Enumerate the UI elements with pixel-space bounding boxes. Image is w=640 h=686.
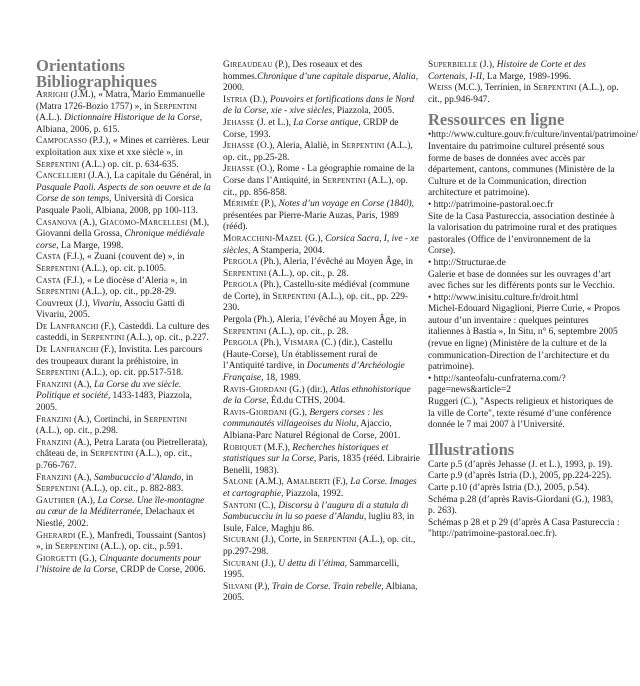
bibliography-entry — [223, 408, 420, 443]
entry-text: Jehasse — [223, 117, 255, 128]
entry-text: Ajaccio, Albiana-Parc Naturel Régional de Corse, 2001. — [223, 419, 401, 441]
entry-text: Serpentini — [223, 326, 267, 337]
entry-text: Cinquante documents pour l’histoire de la Corse, — [36, 553, 201, 576]
bibliography-entry — [428, 293, 620, 305]
entry-text: (P.), — [252, 581, 272, 592]
entry-text: (D.), — [247, 94, 270, 105]
entry-text: (Ph.), Aleria, l’évêché au Moyen Âge, in — [258, 257, 413, 268]
entry-text: Vivariu, — [92, 298, 123, 309]
entry-text: Robiquet — [223, 442, 262, 453]
bibliography-entry — [223, 164, 420, 199]
bibliography-entry — [428, 200, 620, 212]
entry-text: Serpentini — [36, 263, 80, 274]
entry-text: Giorgetti — [36, 553, 77, 564]
bibliography-list-2 — [223, 60, 420, 605]
online-resources-list — [428, 130, 639, 431]
entry-text: Giacomo-Marcellesi — [99, 217, 188, 228]
entry-text: De Lanfranchi — [36, 321, 99, 332]
entry-text: (A.L.), op. cit., p.766-767. — [36, 449, 193, 471]
entry-text: Piazzola, 2005. — [334, 106, 395, 117]
entry-text: (F.), Casteddi. La culture des casteddi, in — [36, 321, 210, 344]
entry-text: lugliu 83, in Isule, Falce, Maghju 86. — [223, 512, 415, 534]
entry-text: Schéma p.28 (d’après Ravis-Giordani (G.), 1983, p. 263). — [428, 494, 614, 517]
entry-text: Associu Gatti di Vivariu, 2005. — [36, 298, 185, 321]
bibliography-entry — [223, 234, 420, 257]
bibliography-entry — [428, 60, 620, 83]
entry-text: Silvani — [223, 581, 253, 592]
section-title-illustrations: Illustrations — [428, 439, 515, 459]
bibliography-entry — [223, 582, 420, 605]
entry-text: Serpentini — [90, 449, 134, 460]
bibliography-list-1 — [36, 90, 212, 577]
entry-text: La Marge, 1998. — [58, 240, 124, 251]
entry-text: (J. et L.), — [254, 117, 294, 128]
entry-text: Piazzola, 1992. — [283, 488, 344, 499]
entry-text: Serpentini — [143, 414, 188, 425]
entry-text: Inventaire du patrimoine culturel présenté sous forme de bases de données avec accès par département, cantons, communes (Ministère de la Culture et de la Communication, direction architecture et patrimoine). — [428, 141, 615, 199]
entry-text: Casta — [36, 252, 61, 263]
entry-text: Chronique d’une capitale disparue, Alalia, — [257, 71, 419, 82]
entry-text: Carte p.10 (d’après Istria (D.), 2005, p.54). — [428, 483, 590, 493]
entry-text: De Lanfranchi — [36, 345, 99, 356]
entry-text: (A.L.), op. cit., pp.297-298. — [223, 535, 416, 557]
entry-text: Recherches historiques et statistiques sur la Corse, — [223, 442, 389, 465]
bibliography-entry — [223, 60, 420, 95]
entry-text: (A.L.), op. cit. p.1005. — [79, 263, 167, 274]
entry-text: (J.), — [258, 558, 279, 569]
entry-text: A Stamperia, 2004. — [250, 245, 325, 256]
entry-text: Albiana, 2005. — [223, 581, 418, 604]
entry-text: Casanova — [36, 217, 78, 228]
bibliography-entry — [36, 438, 212, 473]
bibliography-entry — [36, 554, 212, 577]
bibliography-entry — [428, 460, 620, 472]
entry-text: •http://www.culture.gouv.fr/culture/inventai/patrimoine/ — [428, 130, 639, 141]
entry-text: Galerie et base de données sur les ouvrages d’art avec fiches sur les différents ponts sur le Vecchio. — [428, 269, 615, 292]
entry-text: Couvreux (J.), — [36, 298, 93, 309]
entry-text: Santoni — [223, 500, 257, 511]
entry-text: Michel-Edouard Nigaglioni, Pierre Curie, « Propos autour d’un inventaire : quelques peintures italiennes à Bastia », In Situ, n° 6, septembre 2005 (revue en ligne) (Ministère de la culture et de la communication-Direction de l’architecture et du patrimoine). — [428, 304, 620, 373]
entry-text: Gherardi — [36, 530, 76, 541]
bibliography-entry — [428, 270, 620, 293]
entry-text: (J.), — [477, 60, 497, 70]
entry-text: (A.), Cortinchi, in — [71, 414, 144, 425]
entry-text: (M.C.), Terrinien, in — [452, 83, 534, 94]
bibliography-entry — [223, 280, 420, 315]
entry-text: Franzini — [36, 414, 72, 425]
entry-text: (A.L.), op. cit., pp. 229-230. — [223, 291, 409, 314]
entry-text: Serpentini — [313, 535, 357, 546]
entry-text: Serpentini — [36, 368, 80, 379]
entry-text: (A.L.), op. cit., p.591. — [98, 542, 183, 553]
bibliography-entry — [223, 199, 420, 234]
bibliography-entry — [36, 473, 212, 496]
column-2 — [223, 60, 420, 605]
entry-text: (C.), — [256, 500, 279, 511]
entry-text: Serpentini — [223, 268, 267, 279]
entry-text: Sicurani — [223, 558, 259, 569]
entry-text: (E.), Manfredi, Toussaint (Santos) », in — [36, 530, 206, 553]
entry-text: Franzini — [36, 437, 72, 448]
bibliography-entry — [36, 322, 212, 345]
entry-text: Pouvoirs et fortifications dans le Nord de la Corse, xie - xive siècles, — [223, 94, 415, 117]
entry-text: (A.), — [75, 495, 98, 506]
entry-text: Vismara — [283, 338, 319, 349]
bibliography-entry — [36, 218, 212, 253]
bibliography-entry — [428, 397, 620, 432]
entry-text: Notes d’un voyage en Corse (1840), — [278, 199, 414, 210]
entry-text: (Ph.), Castellu-site médiéval (commune de Corte), in — [223, 280, 410, 302]
entry-text: Serpentini — [533, 83, 577, 94]
entry-text: (G.), — [76, 553, 100, 564]
entry-text: Serpentini — [36, 287, 80, 298]
entry-text: (A.L.), op. cit., p. 28. — [266, 268, 349, 279]
entry-text: (P.J.), « Mines et carrières. Leur exploitation aux xixe et xxe siècle », in — [36, 136, 210, 158]
bibliography-entry — [428, 374, 620, 397]
entry-text: Istria — [223, 94, 248, 105]
bibliography-entry — [36, 276, 212, 299]
bibliography-entry — [223, 559, 420, 582]
bibliography-entry — [428, 483, 620, 495]
entry-text: (G.), — [302, 233, 326, 244]
entry-text: (F.), Invistita. Les parcours des troupeaux durant la préhistoire, in — [36, 345, 203, 367]
entry-text: Casta — [36, 275, 61, 286]
entry-text: Dictionnaire Historique de la Corse, — [64, 113, 203, 124]
entry-text: • http://santeofalu-cunfraterna.com/?page=news&article=2 — [428, 373, 566, 396]
entry-text: (G.), — [286, 407, 310, 418]
entry-text: présentées par Pierre-Marie Auzas, Paris, 1989 (rééd). — [223, 210, 399, 233]
entry-text: (A.L.), op. cit. pp.517-518. — [79, 368, 184, 379]
entry-text: Histoire de Corte et des Cortenais, I-II, — [428, 60, 586, 82]
entry-text: Cancellieri — [36, 171, 86, 182]
entry-text: Moracchini-Mazel — [223, 233, 303, 244]
section-title-ressources: Ressources en ligne — [428, 110, 565, 130]
entry-text: Chronique médiévale corse, — [36, 229, 205, 251]
entry-text: (A.L.), op. cit., pp.28-29. — [79, 287, 177, 298]
entry-text: (P.), — [258, 199, 279, 210]
bibliography-entry — [36, 345, 212, 380]
bibliography-entry — [36, 380, 212, 415]
entry-text: Atlas ethnohistorique de la Corse, — [223, 384, 411, 407]
entry-text: Discorsu à l’augura di a statula di Sambucuccìu in lu so paese d’Alandu, — [223, 500, 409, 523]
entry-text: Documents d’Archéologie Française, — [223, 361, 405, 384]
entry-text: Campocasso — [36, 136, 88, 147]
bibliography-entry — [428, 258, 620, 270]
entry-text: Pergola (Ph.), Aleria, l’évêché au Moyen Âge, in — [223, 315, 407, 326]
entry-text: (O.), Rome - La géographie romaine de la Corse dans l’Antiquité, in — [223, 164, 415, 186]
entry-text: Salone — [223, 477, 254, 488]
entry-text: (Ph.), — [258, 338, 284, 349]
entry-text: (J.A.), La capitale du Général, in — [85, 171, 212, 182]
entry-text: La Corse. Une île-montagne au cœur de la Méditerranée, — [36, 495, 205, 518]
entry-text: Franzini — [36, 379, 72, 390]
entry-text: (F.), — [330, 477, 351, 488]
bibliography-entry — [36, 136, 212, 171]
entry-text: Bergers corses : les communautés villageoises du Niolu, — [223, 407, 384, 430]
bibliography-entry — [428, 130, 639, 142]
entry-text: • http://Structurae.de — [428, 257, 506, 268]
entry-text: 18, 1989. — [263, 373, 301, 384]
entry-text: (C.) (dir.), Castellu (Haute-Corse), Un établissement rural de l’Antiquité tardive, in — [223, 338, 393, 372]
entry-text: Weiss — [428, 83, 453, 94]
entry-text: (F.J.), « Le diocèse d’Aleria », in — [60, 275, 188, 286]
bibliography-entry — [428, 518, 620, 541]
entry-text: Serpentini — [36, 159, 80, 170]
entry-text: (P.), Des roseaux et des hommes. — [223, 60, 363, 82]
entry-text: Serpentini — [36, 484, 80, 495]
entry-text: (A.L.). — [36, 113, 65, 124]
bibliography-entry — [36, 171, 212, 217]
entry-text: Albiana, 2006, p. 615. — [36, 124, 120, 135]
entry-text: (J.), Corte, in — [258, 535, 314, 546]
bibliography-entry — [428, 495, 620, 518]
entry-text: Ravis-Giordani — [223, 384, 287, 395]
entry-text: Sicurani — [223, 535, 259, 546]
entry-text: Amalberti — [286, 477, 331, 488]
bibliography-entry — [428, 83, 620, 106]
entry-text: Schémas p 28 et p 29 (d’après A Casa Pastureccia : "http://patrimoine-pastoral.oec.fr). — [428, 517, 620, 540]
entry-text: La Marge, 1989-1996. — [484, 71, 572, 82]
entry-text: (A.M.), — [253, 477, 287, 488]
entry-text: (A.L.), op. cit., p. 882-883. — [79, 484, 184, 495]
bibliography-entry — [223, 315, 420, 338]
entry-text: Pergola — [223, 280, 259, 291]
entry-text: 2000. — [223, 83, 245, 94]
entry-text: (A.L.) op. cit. p. 634-635. — [79, 159, 179, 170]
entry-text: Pergola — [223, 338, 259, 349]
entry-text: Serpentini — [153, 101, 198, 112]
entry-text: Serpentini — [55, 542, 99, 553]
bibliography-entry — [36, 496, 212, 531]
entry-text: Serpentini — [341, 141, 385, 152]
entry-text: (A.), Petra Larata (ou Pietrellerata), château de, in — [36, 437, 208, 460]
entry-text: Gireaudeau — [223, 60, 273, 70]
entry-text: Franzini — [36, 472, 72, 483]
bibliography-entry — [428, 142, 620, 200]
entry-text: Superbielle — [428, 60, 478, 70]
entry-text: Carte p.5 (d’après Jehasse (J. et L.), 1993, p. 19). — [428, 459, 613, 470]
entry-text: (A.L.), op. cit., pp.25-28. — [223, 141, 413, 163]
bibliography-entry — [223, 338, 420, 384]
entry-text: Università di Corsica Pasquale Paoli, Albiana, 2008, pp 100-113. — [36, 194, 198, 216]
illustrations-list — [428, 460, 620, 541]
entry-text: (A.L.), op. cit., p. 28. — [266, 326, 349, 337]
entry-text: CRDP de Corse, 2006. — [117, 565, 206, 576]
entry-text: Delachaux et Niestlé, 2002. — [36, 507, 195, 529]
entry-text: Jehasse — [223, 164, 255, 175]
bibliography-entry — [36, 252, 212, 275]
entry-text: (A.L.), op. cit., pp. 856-858. — [223, 175, 408, 198]
bibliography-entry — [223, 385, 420, 408]
entry-text: Ravis-Giordani — [223, 407, 287, 418]
bibliography-entry — [223, 141, 420, 164]
bibliography-entry — [428, 212, 620, 258]
entry-text: (A.L.), op. cit., p.298. — [36, 426, 119, 437]
entry-text: Sammarcelli, 1995. — [223, 558, 400, 581]
bibliography-entry — [223, 443, 420, 478]
bibliography-entry — [36, 415, 212, 438]
entry-text: Serpentini — [81, 333, 125, 344]
entry-text: La Corse. Images et cartographie, — [223, 477, 417, 499]
bibliography-entry — [428, 304, 620, 374]
entry-text: Paris, 1835 (rééd. Librairie Benelli, 1983). — [223, 454, 420, 476]
entry-text: Pasquale Paoli. Aspects de son oeuvre et de la Corse de son temps, — [36, 182, 211, 205]
entry-text: Train de Corse. Train rebelle, — [271, 581, 384, 592]
entry-text: Corsica Sacra, I, ive - xe siècles, — [223, 233, 419, 256]
entry-text: U dettu di l’étima, — [278, 558, 348, 569]
entry-text: CRDP de Corse, 1993. — [223, 117, 399, 140]
entry-text: Serpentini — [322, 175, 366, 186]
column-1 — [36, 58, 212, 577]
bibliography-entry — [223, 257, 420, 280]
entry-text: Carte p.9 (d’après Istria (D.), 2005, pp.224-225). — [428, 471, 612, 482]
entry-text: (A.), — [77, 217, 100, 228]
entry-text: (A.L.), op. cit., pp.946-947. — [428, 83, 619, 105]
entry-text: Site de la Casa Pastureccia, association destinée à la valorisation du patrimoine rural et des pratiques pastorales (Office de l’environnement de la Corse). — [428, 211, 617, 257]
bibliography-entry — [428, 471, 620, 483]
entry-text: (F.J.), « Zuani (couvent de) », in — [60, 252, 185, 263]
bibliography-entry — [36, 531, 212, 554]
entry-text: Arrighi — [36, 90, 69, 100]
column-3 — [428, 60, 639, 541]
entry-text: Gauthier — [36, 495, 76, 506]
entry-text: (J.M.), « Matra, Mario Emmanuelle (Matra 1726-Bozio 1757) », in — [36, 90, 205, 112]
entry-text: Mérimée — [223, 199, 259, 210]
entry-text: (A.), — [71, 472, 94, 483]
bibliography-entry — [223, 477, 420, 500]
bibliography-entry — [36, 90, 212, 136]
entry-text: 1433-1483, Piazzola, 2005. — [36, 391, 192, 414]
section-title-orientations: Orientations Bibliographiques — [36, 56, 158, 91]
bibliography-entry — [223, 501, 420, 536]
bibliography-entry — [36, 299, 212, 322]
entry-text: Jehasse — [223, 141, 255, 152]
bibliography-entry — [223, 535, 420, 558]
entry-text: Serpentini — [272, 291, 316, 302]
bibliography-entry — [223, 95, 420, 118]
entry-text: Ruggeri (C.), "Aspects religieux et historiques de la ville de Corte", texte résumé d’une conférence donnée le 7 mai 2007 à l’Université. — [428, 397, 614, 431]
entry-text: (M.F.), — [261, 442, 293, 453]
bibliography-entry — [223, 118, 420, 141]
entry-text: (A.L.), op. cit., p.227. — [124, 333, 209, 344]
entry-text: La Corse antique, — [293, 117, 361, 128]
entry-text: La Corse du xve siècle. Politique et société, — [36, 379, 182, 402]
entry-text: Sambucuccio d’Alando, — [93, 472, 184, 483]
bibliography-list-3 — [428, 60, 620, 106]
entry-text: • http://www.inisitu.culture.fr/droit.html — [428, 292, 579, 303]
entry-text: (G.) (dir.), — [286, 384, 331, 395]
entry-text: (M.), Giovanni della Grossa, — [36, 217, 210, 240]
entry-text: Pergola — [223, 257, 259, 268]
entry-text: in — [183, 472, 194, 483]
entry-text: • http://patrimoine-pastoral.oec.fr — [428, 199, 554, 210]
entry-text: (O.), Aleria, Alaliè, in — [254, 141, 342, 152]
entry-text: Éd.du CTHS, 2004. — [268, 396, 346, 407]
entry-text: (A.), — [71, 379, 94, 390]
